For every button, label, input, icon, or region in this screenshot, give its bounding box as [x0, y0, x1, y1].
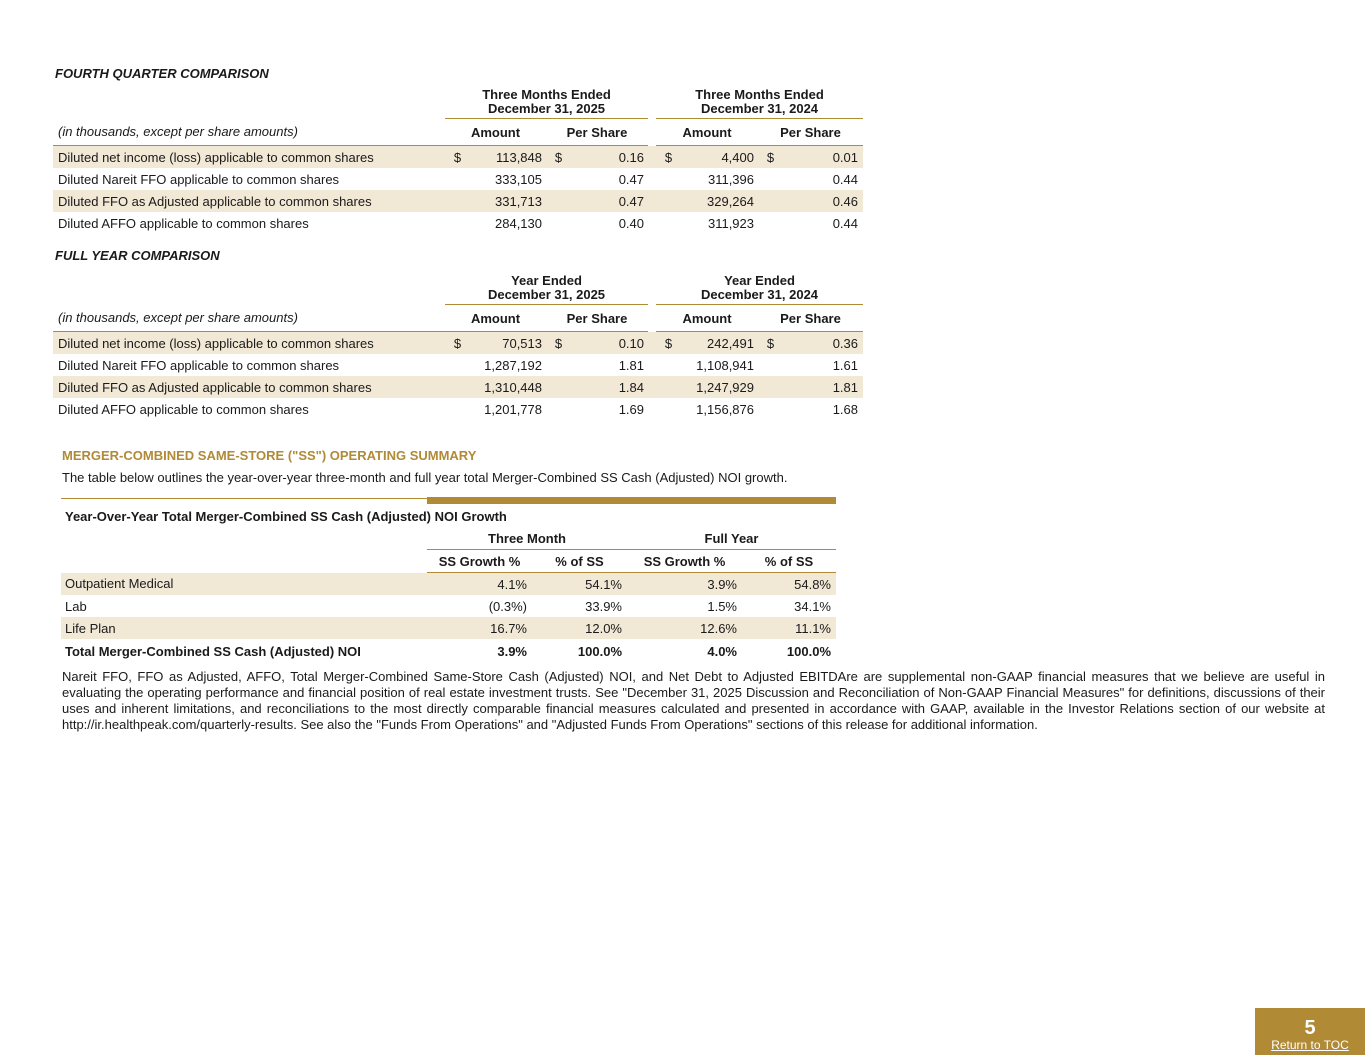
group-header-y2025: Year Ended December 31, 2025 — [445, 268, 648, 305]
full-year-title: FULL YEAR COMPARISON — [55, 248, 220, 263]
col-pct-of-ss: % of SS — [742, 550, 836, 573]
return-to-toc-link[interactable]: Return to TOC — [1271, 1038, 1349, 1052]
full-year-table — [53, 268, 863, 420]
table-row: Diluted net income (loss) applicable to common shares $ 113,848 $ 0.16 $ 4,400 $ 0.01 — [53, 146, 863, 169]
col-per-share: Per Share — [546, 119, 648, 146]
table-row: Diluted AFFO applicable to common shares 284,130 0.40 311,923 0.44 — [58, 215, 858, 231]
col-amount: Amount — [445, 119, 546, 146]
col-amount: Amount — [445, 305, 546, 332]
group-header-q2025: Three Months Ended December 31, 2025 — [445, 82, 648, 119]
col-per-share: Per Share — [546, 305, 648, 332]
units-label: (in thousands, except per share amounts) — [53, 305, 445, 332]
group-header-full-year: Full Year — [627, 527, 836, 550]
ss-growth-table — [61, 505, 836, 663]
table-row: Diluted net income (loss) applicable to common shares $ 70,513 $ 0.10 $ 242,491 $ 0.36 — [53, 332, 863, 355]
ss-table-title: Year-Over-Year Total Merger-Combined SS Cash (Adjusted) NOI Growth — [65, 508, 507, 524]
group-header-y2024: Year Ended December 31, 2024 — [656, 268, 863, 305]
divider — [61, 498, 427, 499]
col-ss-growth: SS Growth % — [627, 550, 742, 573]
table-row: Diluted FFO as Adjusted applicable to common shares 331,713 0.47 329,264 0.46 — [53, 190, 863, 212]
table-row: Diluted Nareit FFO applicable to common shares 1,287,192 1.81 1,108,941 1.61 — [58, 357, 858, 373]
col-amount: Amount — [656, 119, 758, 146]
ss-section-title: MERGER-COMBINED SAME-STORE ("SS") OPERATING SUMMARY — [62, 448, 477, 463]
table-row: Diluted Nareit FFO applicable to common shares 333,105 0.47 311,396 0.44 — [58, 171, 858, 187]
col-per-share: Per Share — [758, 305, 863, 332]
col-amount: Amount — [656, 305, 758, 332]
table-row: Lab (0.3%) 33.9% 1.5% 34.1% — [65, 598, 831, 614]
ss-description: The table below outlines the year-over-year three-month and full year total Merger-Combined SS Cash (Adjusted) NOI growth. — [62, 470, 788, 485]
table-row: Diluted FFO as Adjusted applicable to common shares 1,310,448 1.84 1,247,929 1.81 — [53, 376, 863, 398]
group-header-q2024: Three Months Ended December 31, 2024 — [656, 82, 863, 119]
table-row: Life Plan 16.7% 12.0% 12.6% 11.1% — [61, 617, 836, 639]
total-row: Total Merger-Combined SS Cash (Adjusted) NOI 3.9% 100.0% 4.0% 100.0% — [65, 643, 831, 659]
fourth-quarter-table — [53, 82, 863, 234]
col-ss-growth: SS Growth % — [427, 550, 532, 573]
table-row: Outpatient Medical 4.1% 54.1% 3.9% 54.8% — [61, 573, 836, 596]
table-row: Diluted AFFO applicable to common shares 1,201,778 1.69 1,156,876 1.68 — [58, 401, 858, 417]
col-pct-of-ss: % of SS — [532, 550, 627, 573]
page-number: 5 — [1304, 1017, 1316, 1039]
units-label: (in thousands, except per share amounts) — [53, 119, 445, 146]
col-per-share: Per Share — [758, 119, 863, 146]
divider-accent — [427, 497, 836, 504]
page-footer-box — [1255, 1008, 1365, 1055]
footnote: Nareit FFO, FFO as Adjusted, AFFO, Total Merger-Combined Same-Store Cash (Adjusted) NOI, and Net Debt to Adjusted EBITDAre are supplemental non-GAAP financial measures that we believe are useful in evaluating the operating performance and financial position of real estate investment trusts. See "December 31, 2025 Discussion and Reconciliation of Non-GAAP Financial Measures" for definitions, discussions of their uses and inherent limitations, and reconciliations to the most directly comparable financial measures calculated and presented in accordance with GAAP, available in the Investor Relations section of our website at http://ir.healthpeak.com/quarterly-results. See also the "Funds From Operations" and "Adjusted Funds From Operations" sections of this release for additional information. — [62, 669, 1325, 732]
group-header-three-month: Three Month — [427, 527, 627, 550]
fourth-quarter-title: FOURTH QUARTER COMPARISON — [55, 66, 269, 81]
